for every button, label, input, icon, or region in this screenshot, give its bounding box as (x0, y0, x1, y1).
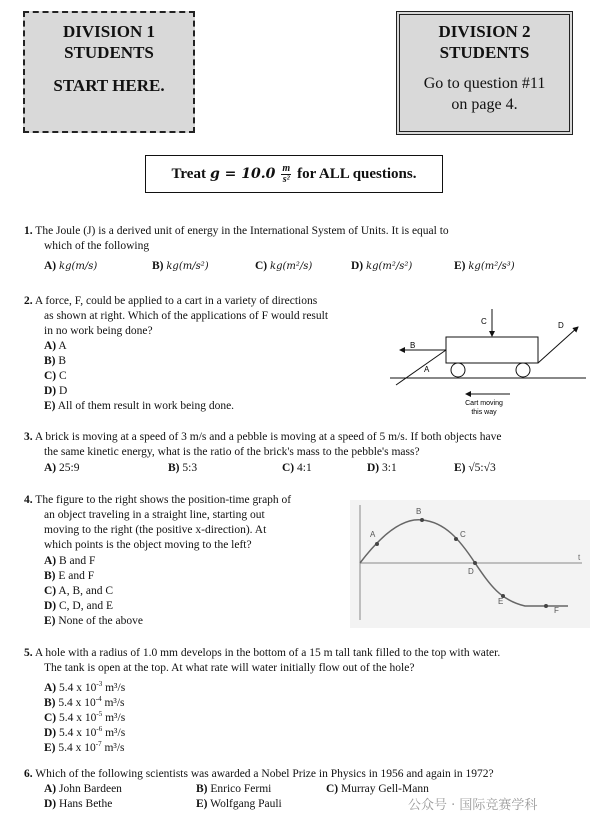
cart-wheel-left (451, 363, 465, 377)
q6-option-c[interactable]: C) Murray Gell-Mann (326, 783, 429, 795)
q6-option-d[interactable]: D) Hans Bethe (44, 798, 113, 810)
q2-option-c[interactable]: C) C (44, 370, 67, 382)
question-2: 2. A force, F, could be applied to a cart in a variety of directions (24, 295, 318, 307)
question-4-line3: moving to the right (the positive x-direction). At (44, 524, 267, 536)
graph-t-label: t (578, 553, 581, 562)
division1-instruction: START HERE. (53, 76, 165, 95)
question-6: 6. Which of the following scientists was awarded a Nobel Prize in Physics in 1956 and again in 1972? (24, 768, 494, 780)
q3-option-b[interactable]: B) 5:3 (168, 462, 198, 474)
q1-option-c[interactable]: C) kg(m²/s) (255, 260, 313, 272)
q3-option-c[interactable]: C) 4:1 (282, 462, 312, 474)
q5-option-c[interactable]: C) 5.4 x $10^{-5}$ m³/s (44, 710, 126, 724)
division1-box (23, 11, 195, 133)
watermark: 公众号 · 国际竞赛学科 (408, 798, 538, 813)
label-d: D (558, 321, 564, 330)
q4-option-c[interactable]: C) A, B, and C (44, 585, 114, 597)
gravity-prefix: Treat (171, 165, 206, 182)
question-1: 1. The Joule (J) is a derived unit of energy in the International System of Units. It is equal to (24, 225, 449, 237)
q6-option-a[interactable]: A) John Bardeen (44, 783, 122, 795)
graph-label-b: B (416, 507, 422, 516)
point-a (375, 542, 379, 546)
gravity-suffix: for ALL questions. (297, 165, 417, 182)
q5-option-d[interactable]: D) 5.4 x $10^{-6}$ m³/s (44, 725, 126, 739)
question-5: 5. A hole with a radius of 1.0 mm develops in the bottom of a 15 m tall tank filled to the top with water. (24, 647, 501, 659)
q4-option-e[interactable]: E) None of the above (44, 615, 143, 627)
cart-body (446, 337, 538, 363)
point-b (420, 518, 424, 522)
q1-option-d[interactable]: D) kg(m²/s²) (351, 260, 413, 272)
cart-wheel-right (516, 363, 530, 377)
question-5-line2: The tank is open at the top. At what rate will water initially flow out of the hole? (44, 662, 415, 674)
gravity-units: $\frac{m}{\text{s²}}$ (282, 162, 291, 185)
q2-option-d[interactable]: D) D (44, 385, 68, 397)
q5-option-a[interactable]: A) 5.4 x $10^{-3}$ m³/s (44, 680, 126, 694)
graph-label-e: E (498, 597, 504, 606)
division2-instruction: Go to question #11 (423, 75, 546, 92)
graph-label-c: C (460, 530, 466, 539)
point-f (544, 604, 548, 608)
q3-option-d[interactable]: D) 3:1 (367, 462, 397, 474)
q3-option-a[interactable]: A) 25:9 (44, 462, 80, 474)
graph-label-f: F (554, 606, 559, 615)
division2-page: on page 4. (451, 96, 518, 113)
division2-box (396, 11, 573, 135)
gravity-expression: g = 10.0 (209, 166, 276, 182)
q4-option-a[interactable]: A) B and F (44, 555, 96, 567)
q2-option-a[interactable]: A) A (44, 340, 67, 352)
question-1-line2: which of the following (44, 240, 150, 252)
question-4: 4. The figure to the right shows the position-time graph of (24, 494, 292, 506)
division2-subtitle: STUDENTS (439, 43, 530, 62)
label-a: A (424, 365, 430, 374)
q5-option-e[interactable]: E) 5.4 x $10^{-7}$ m³/s (44, 740, 125, 754)
division2-title: DIVISION 2 (438, 22, 531, 41)
q5-option-b[interactable]: B) 5.4 x $10^{-4}$ m³/s (44, 695, 125, 709)
q6-option-e[interactable]: E) Wolfgang Pauli (196, 798, 282, 810)
point-c (454, 537, 458, 541)
q1-option-e[interactable]: E) kg(m²/s³) (454, 260, 515, 272)
question-4-line4: which points is the object moving to the left? (44, 539, 252, 551)
q2-option-b[interactable]: B) B (44, 355, 67, 367)
cart-diagram (388, 305, 588, 420)
question-3: 3. A brick is moving at a speed of 3 m/s and a pebble is moving at a speed of 5 m/s. If both objects have (24, 431, 502, 443)
division1-title: DIVISION 1 (62, 22, 156, 41)
q1-option-b[interactable]: B) kg(m/s²) (152, 260, 209, 272)
q4-option-b[interactable]: B) E and F (44, 570, 95, 582)
division1-subtitle: STUDENTS (64, 43, 154, 62)
q6-option-b[interactable]: B) Enrico Fermi (196, 783, 272, 795)
gravity-note (145, 155, 443, 193)
caption-line2: this way (471, 409, 497, 416)
graph-label-a: A (370, 530, 376, 539)
q3-option-e[interactable]: E) √5:√3 (454, 462, 496, 474)
question-2-line2: as shown at right. Which of the applications of F would result (44, 310, 329, 322)
q4-option-d[interactable]: D) C, D, and E (44, 600, 113, 612)
label-c: C (481, 317, 487, 326)
graph-label-d: D (468, 567, 474, 576)
force-d-arrow (538, 327, 578, 363)
question-2-line3: in no work being done? (44, 325, 153, 337)
q2-option-e[interactable]: E) All of them result in work being done. (44, 400, 235, 412)
force-a-line (396, 350, 446, 385)
q1-option-a[interactable]: A) kg(m/s) (44, 260, 98, 272)
question-4-line2: an object traveling in a straight line, starting out (44, 509, 265, 521)
question-3-line2: the same kinetic energy, what is the ratio of the brick's mass to the pebble's mass? (44, 446, 420, 458)
point-d (473, 561, 477, 565)
position-time-graph (350, 500, 590, 628)
label-b: B (410, 341, 416, 350)
caption-line1: Cart moving (465, 400, 503, 407)
